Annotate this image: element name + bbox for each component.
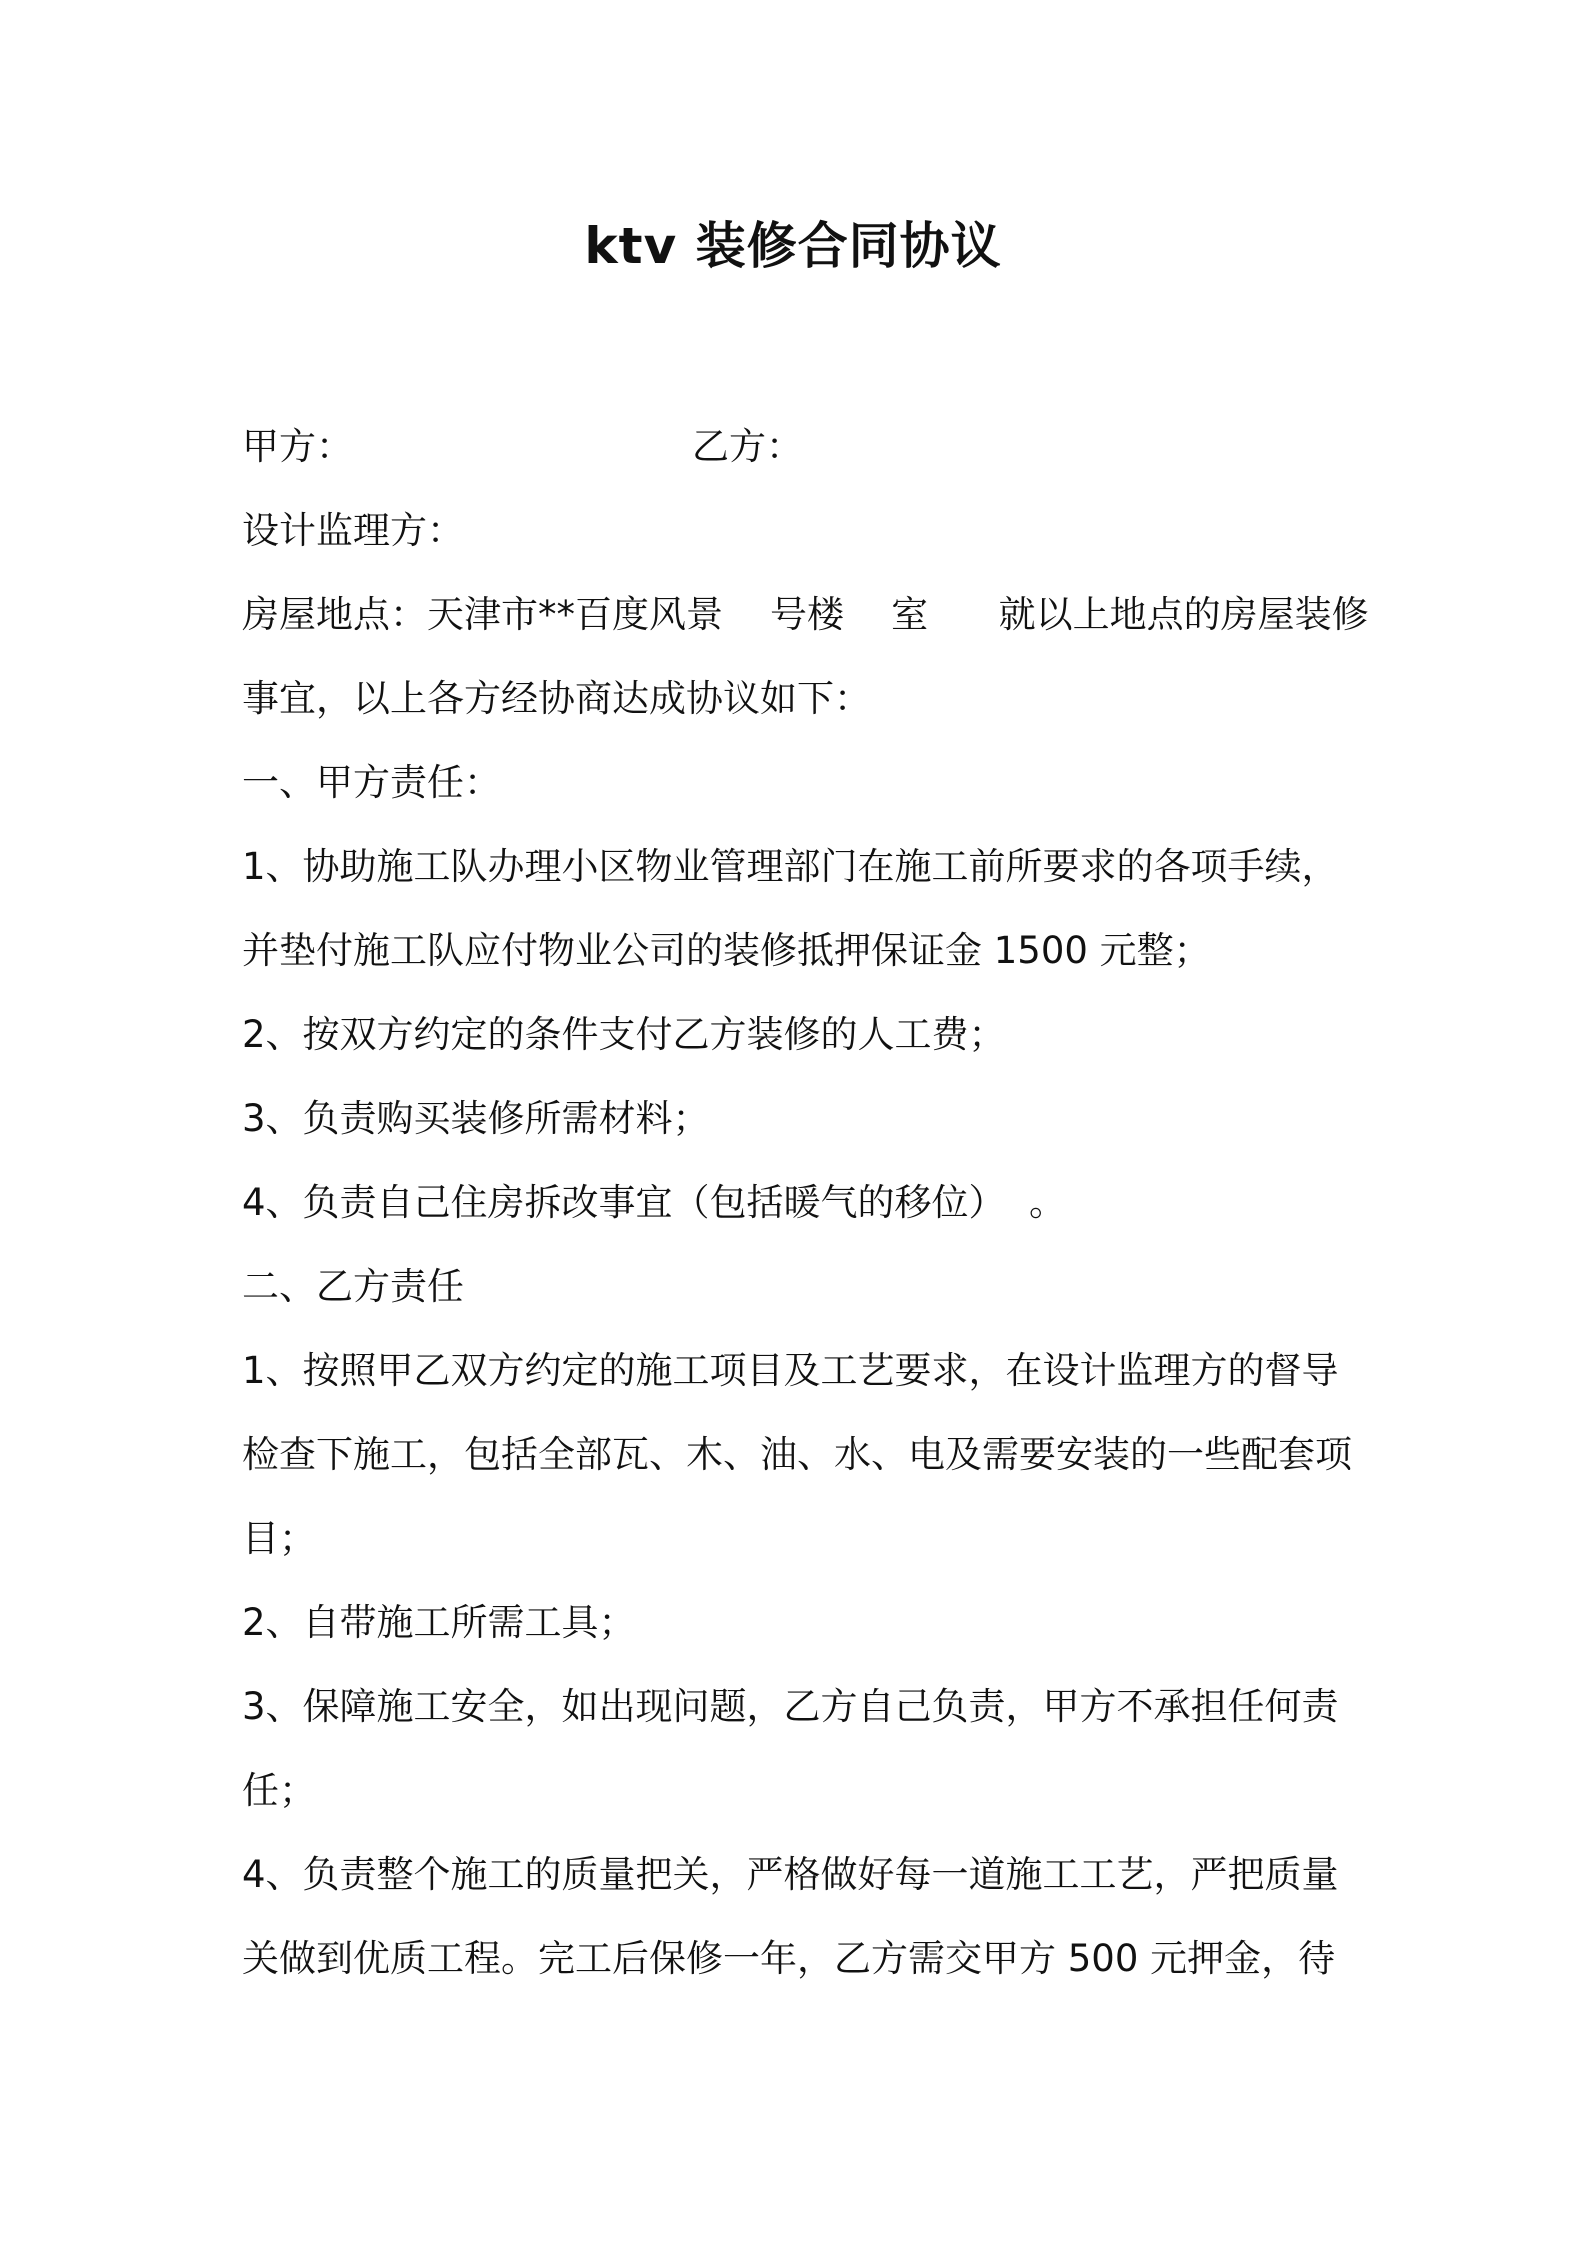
body-line: 2、自带施工所需工具；: [242, 1601, 636, 1644]
body-line: 4、负责自己住房拆改事宜（包括暖气的移位） 。: [242, 1181, 1067, 1224]
section-heading: 一、甲方责任：: [242, 761, 501, 804]
body-line: 1、按照甲乙双方约定的施工项目及工艺要求，在设计监理方的督导: [242, 1349, 1339, 1392]
body-line: 3、保障施工安全，如出现问题，乙方自己负责，甲方不承担任何责: [242, 1685, 1339, 1728]
section-heading: 二、乙方责任: [242, 1265, 464, 1308]
body-line: 并垫付施工队应付物业公司的装修抵押保证金 1500 元整；: [242, 929, 1211, 972]
body-line: 1、协助施工队办理小区物业管理部门在施工前所要求的各项手续，: [242, 845, 1339, 888]
supervisor-label: 设计监理方：: [242, 509, 464, 552]
body-line: 事宜，以上各方经协商达成协议如下：: [242, 677, 871, 720]
document-title: ktv 装修合同协议: [584, 217, 1002, 275]
body-line: 目；: [242, 1517, 316, 1560]
body-line: 任；: [242, 1769, 316, 1812]
body-line: 2、按双方约定的条件支付乙方装修的人工费；: [242, 1013, 1006, 1056]
party-a-label: 甲方：: [242, 425, 353, 468]
parties-row: [242, 405, 1362, 489]
party-b-label: 乙方：: [692, 425, 803, 468]
body-line: 关做到优质工程。完工后保修一年，乙方需交甲方 500 元押金，待: [242, 1937, 1336, 1980]
body-line: 房屋地点：天津市**百度风景 号楼 室 就以上地点的房屋装修: [242, 593, 1369, 636]
body-line: 3、负责购买装修所需材料；: [242, 1097, 710, 1140]
body-line: 检查下施工，包括全部瓦、木、油、水、电及需要安装的一些配套项: [242, 1433, 1352, 1476]
body-line: 4、负责整个施工的质量把关，严格做好每一道施工工艺，严把质量: [242, 1853, 1339, 1896]
document-body: [242, 405, 1369, 2001]
